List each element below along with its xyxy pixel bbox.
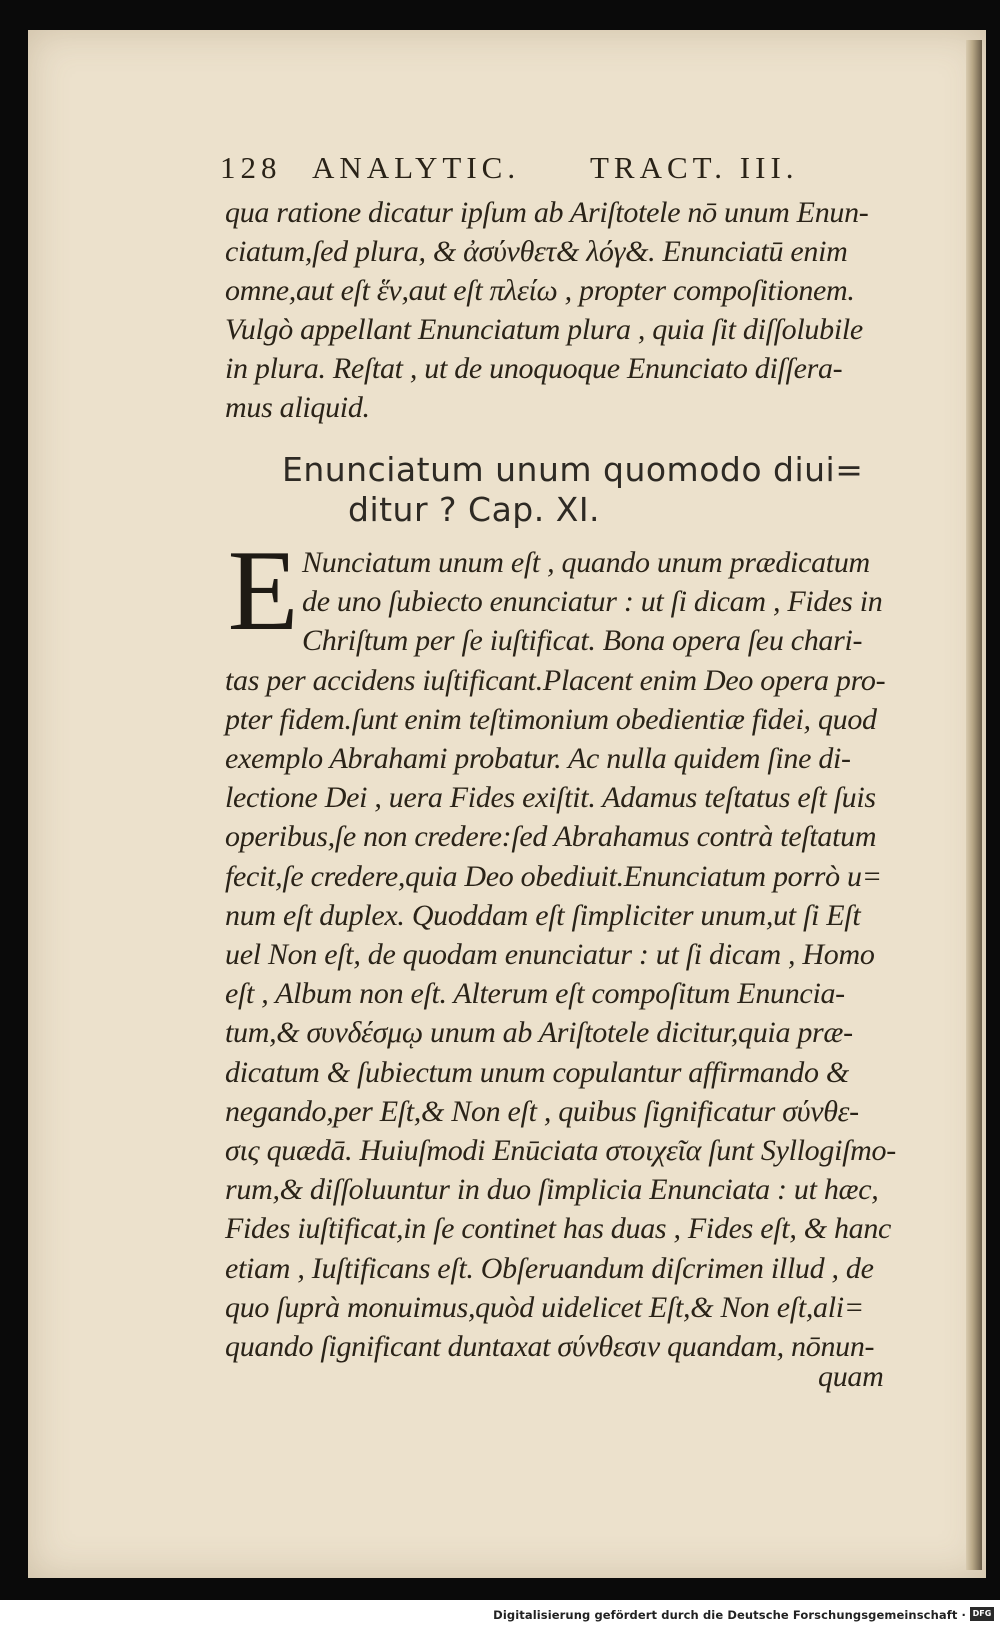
text-line: pter fidem.ſunt enim teſtimonium obedientiæ fidei, quod	[225, 702, 877, 736]
text-line: lectione Dei , uera Fides exiſtit. Adamus teſtatus eſt ſuis	[225, 781, 876, 815]
text-line: uel Non eſt, de quodam enunciatur : ut ſi dicam , Homo	[225, 938, 875, 971]
text-line: operibus,ſe non credere:ſed Abrahamus contrà teſtatum	[225, 820, 877, 854]
text-line: omne,aut eſt ἕν,aut eſt πλείω , propter compoſitionem.	[225, 274, 855, 307]
text-line: mus aliquid.	[225, 391, 370, 424]
text-line: rum,& diſſoluuntur in duo ſimplicia Enunciata : ut hæc,	[225, 1173, 879, 1207]
footer-credit: Digitalisierung gefördert durch die Deutsche Forschungsgemeinschaft ·	[493, 1608, 966, 1622]
dfg-logo: DFG	[970, 1607, 994, 1621]
text-line: ciatum,ſed plura, & ἀσύνθετ& λόγ&. Enunciatū enim	[225, 235, 848, 268]
text-line: num eſt duplex. Quoddam eſt ſimpliciter unum,ut ſi Eſt	[225, 898, 861, 932]
text-line: Vulgò appellant Enunciatum plura , quia ſit diſſolubile	[225, 313, 863, 346]
text-line: tas per accidens iuſtificant.Placent enim Deo opera pro-	[225, 663, 886, 697]
text-line: Chriſtum per ſe iuſtificat. Bona opera ſeu chari-	[302, 624, 863, 658]
page-edge	[966, 40, 982, 1570]
drop-cap: E	[227, 527, 299, 655]
page-number: 128	[220, 150, 282, 185]
text-line: quando ſignificant duntaxat σύνθεσιν quandam, nōnun-	[225, 1330, 875, 1363]
text-line: quo ſuprà monuimus,quòd uidelicet Eſt,& Non eſt,ali=	[225, 1290, 864, 1324]
chapter-heading-line-2: ditur ? Cap. XI.	[348, 490, 601, 529]
text-line: eſt , Album non eſt. Alterum eſt compoſitum Enuncia-	[225, 977, 845, 1011]
text-line: tum,& συνδέσμῳ unum ab Ariſtotele dicitur,quia præ-	[225, 1016, 853, 1050]
catchword: quam	[818, 1360, 884, 1393]
text-line: negando,per Eſt,& Non eſt , quibus ſignificatur σύνθε-	[225, 1094, 859, 1128]
tract-label: TRACT. III.	[590, 150, 799, 185]
text-line: Nunciatum unum eſt , quando unum prædicatum	[302, 546, 870, 579]
text-line: exemplo Abrahami probatur. Ac nulla quidem ſine di-	[225, 742, 851, 775]
text-line: de uno ſubiecto enunciatur : ut ſi dicam , Fides in	[302, 585, 883, 619]
text-line: in plura. Reſtat , ut de unoquoque Enunciato diſſera-	[225, 352, 843, 385]
chapter-heading-line-1: Enunciatum unum quomodo diui=	[282, 450, 864, 489]
text-line: σις quædā. Huiuſmodi Enūciata στοιχεῖα ſunt Syllogiſmo-	[225, 1134, 896, 1167]
text-line: qua ratione dicatur ipſum ab Ariſtotele nō unum Enun-	[225, 196, 869, 229]
text-line: etiam , Iuſtificans eſt. Obſeruandum diſcrimen illud , de	[225, 1251, 874, 1285]
text-line: Fides iuſtificat,in ſe continet has duas , Fides eſt, & hanc	[225, 1212, 892, 1246]
running-title: ANALYTIC.	[312, 150, 521, 185]
text-line: fecit,ſe credere,quia Deo obediuit.Enunciatum porrò u=	[225, 859, 882, 893]
text-line: dicatum & ſubiectum unum copulantur affirmando &	[225, 1055, 849, 1089]
